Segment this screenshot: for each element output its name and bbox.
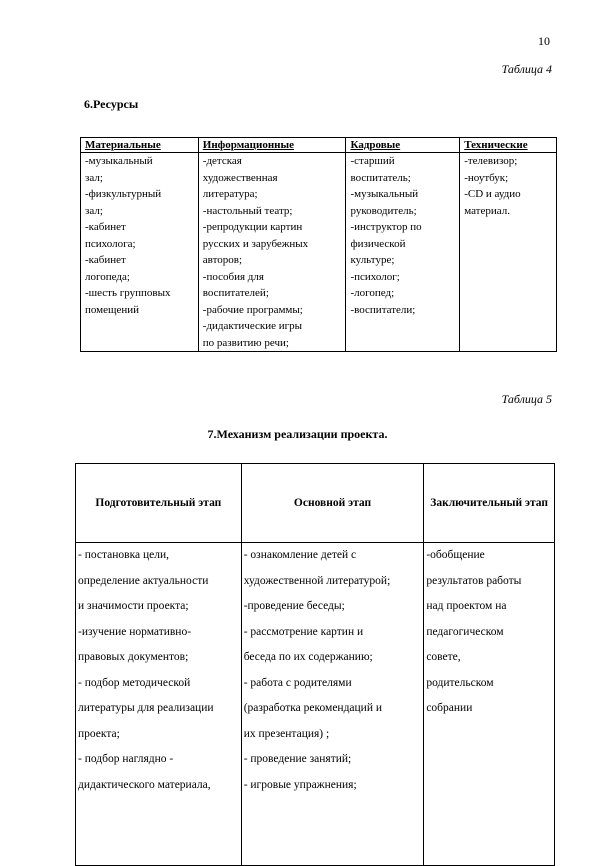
technical-resources-cell (460, 153, 557, 352)
informational-resources-cell (198, 153, 346, 352)
cell-line: -пособия для (202, 270, 264, 283)
table-header-row (76, 464, 555, 543)
cell-line: их презентация) ; (243, 727, 330, 740)
cell-line: -кабинет (85, 221, 126, 233)
header-main-stage: Основной этап (241, 464, 424, 543)
cell-line: проекта; (78, 727, 120, 740)
cell-line: результатов работы (426, 574, 522, 587)
resources-section-title: 6.Ресурсы (84, 97, 139, 111)
cell-line: воспитатель; (350, 171, 411, 184)
cell-line: помещений (85, 303, 140, 316)
cell-line: -кабинет (85, 254, 126, 266)
cell-line: -телевизор; (464, 155, 518, 167)
mechanism-table (75, 463, 555, 866)
cell-line: -инструктор по (350, 221, 422, 233)
cell-line: - проведение занятий; (243, 753, 352, 765)
cell-line: -шесть групповых (85, 287, 171, 299)
cell-line: русских и зарубежных (202, 237, 309, 250)
cell-line: логопеда; (85, 270, 130, 283)
cell-line: - подбор методической (78, 676, 191, 689)
cell-line: -изучение нормативно- (78, 625, 192, 638)
main-stage-cell (241, 543, 424, 866)
cell-line: правовых документов; (78, 651, 189, 663)
cell-line: совете, (426, 651, 461, 663)
cell-line: -репродукции картин (202, 221, 303, 233)
cell-line: материал. (464, 204, 510, 217)
cell-line: литературы для реализации (78, 702, 214, 714)
cell-line: - подбор наглядно - (78, 753, 174, 765)
cell-line: воспитателей; (202, 287, 269, 299)
cell-line: -психолог; (350, 270, 400, 283)
cell-line: -CD и аудио (464, 188, 521, 200)
cell-line: -дидактические игры (202, 320, 303, 332)
cell-line: -детская (202, 155, 242, 167)
table-4-caption: Таблица 4 (501, 62, 552, 76)
cell-line: -обобщение (426, 549, 485, 561)
cell-line: зал; (85, 204, 103, 217)
cell-line: художественная (202, 171, 278, 184)
cell-line: педагогическом (426, 625, 504, 638)
material-resources-cell (81, 153, 199, 352)
table-5-caption: Таблица 5 (501, 392, 552, 406)
cell-line: собрании (426, 702, 473, 714)
cell-line: художественной литературой; (243, 574, 391, 587)
cell-line: определение актуальности (78, 574, 209, 587)
final-stage-cell (424, 543, 555, 866)
cell-line: литература; (202, 188, 258, 200)
cell-line: -музыкальный (85, 155, 153, 167)
header-material: Материальные (81, 138, 199, 153)
cell-line: психолога; (85, 237, 136, 250)
cell-line: руководитель; (350, 204, 417, 217)
cell-line: по развитию речи; (202, 336, 289, 349)
cell-line: беседа по их содержанию; (243, 651, 373, 663)
cell-line: (разработка рекомендаций и (243, 702, 383, 714)
cell-line: - работа с родителями (243, 676, 352, 689)
cell-line: и значимости проекта; (78, 600, 189, 612)
cell-line: родительском (426, 676, 494, 689)
cell-line: -логопед; (350, 287, 395, 299)
preparatory-stage-cell (76, 543, 242, 866)
resources-table (80, 137, 557, 352)
cell-line: над проектом на (426, 600, 507, 612)
cell-line: - ознакомление детей с (243, 549, 357, 561)
cell-line: - игровые упражнения; (243, 778, 357, 791)
header-technical: Технические (460, 138, 557, 153)
cell-line: -физкультурный (85, 188, 162, 200)
cell-line: -воспитатели; (350, 303, 416, 316)
header-informational: Информационные (198, 138, 346, 153)
page-number: 10 (538, 34, 550, 48)
cell-line: - постановка цели, (78, 549, 170, 561)
cell-line: дидактического материала, (78, 778, 211, 791)
personnel-resources-cell (346, 153, 460, 352)
header-final-stage: Заключительный этап (424, 464, 555, 543)
cell-line: - рассмотрение картин и (243, 625, 364, 638)
cell-line: физической (350, 237, 406, 250)
header-preparatory-stage: Подготовительный этап (76, 464, 242, 543)
table-row (76, 543, 555, 866)
cell-line: -настольный театр; (202, 204, 293, 217)
cell-line: -музыкальный (350, 188, 419, 200)
cell-line: -проведение беседы; (243, 600, 345, 612)
cell-line: культуре; (350, 254, 395, 266)
cell-line: -рабочие программы; (202, 303, 303, 316)
cell-line: зал; (85, 171, 103, 184)
cell-line: -ноутбук; (464, 171, 509, 184)
cell-line: -старший (350, 155, 395, 167)
cell-line: авторов; (202, 254, 242, 266)
mechanism-section-title: 7.Механизм реализации проекта. (207, 427, 388, 441)
table-header-row (81, 138, 557, 153)
header-personnel: Кадровые (346, 138, 460, 153)
table-row (81, 153, 557, 352)
